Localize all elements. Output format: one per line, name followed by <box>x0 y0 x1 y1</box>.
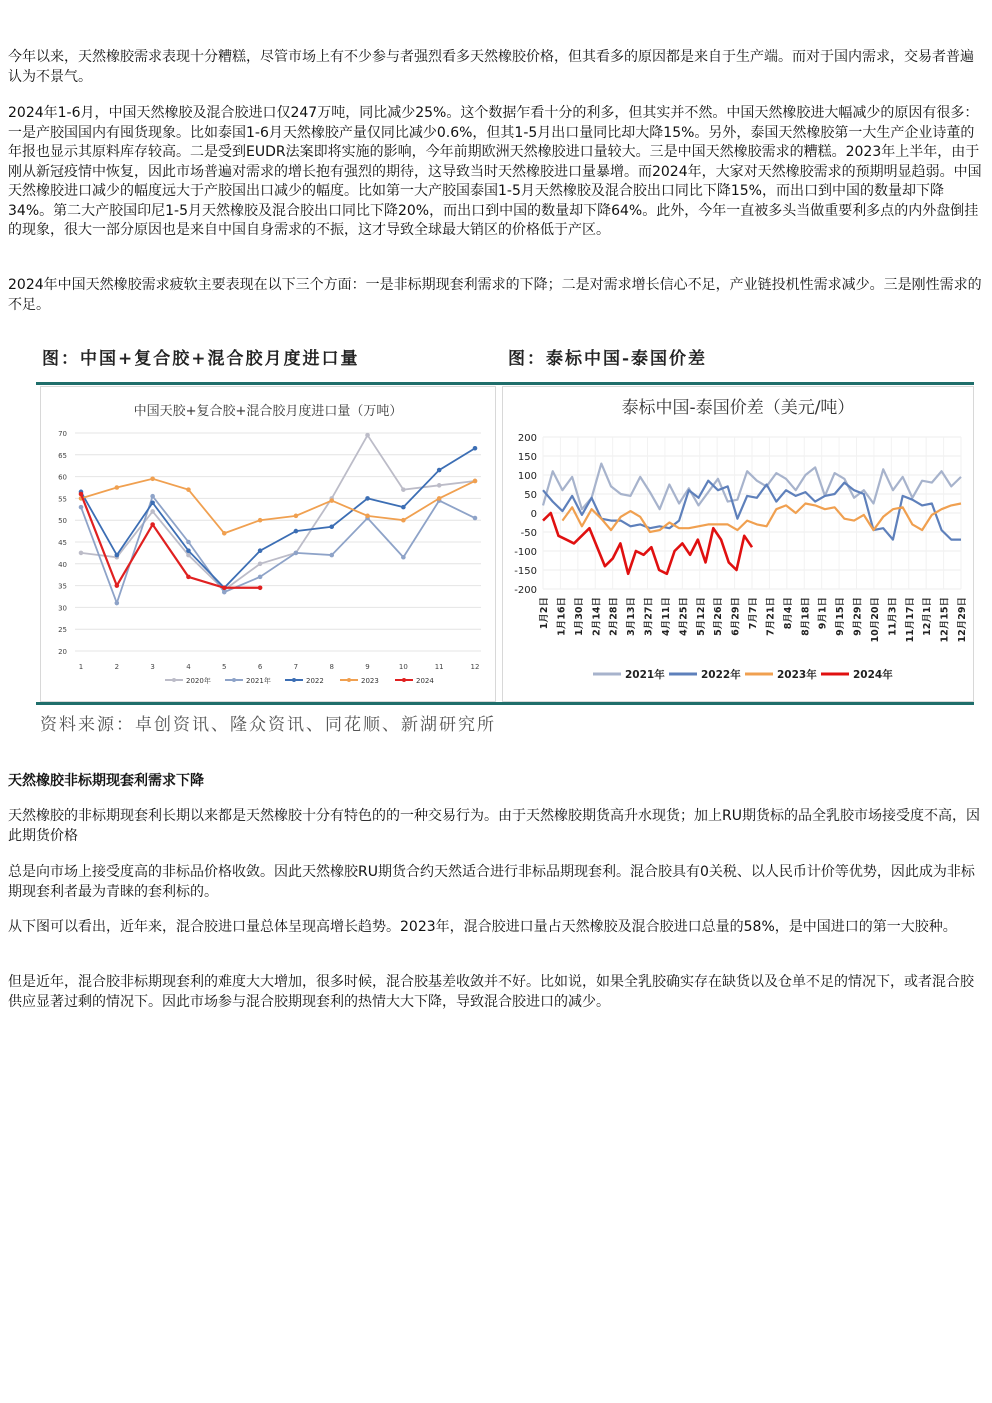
data-point <box>150 476 155 481</box>
x-tick-label: 8月4日 <box>782 597 794 630</box>
left-figure-caption: 图：中国+复合胶+混合胶月度进口量 <box>42 349 360 369</box>
data-point <box>437 483 442 488</box>
y-tick-label: 70 <box>58 430 67 438</box>
x-tick-label: 11月3日 <box>887 597 899 636</box>
import-volume-chart <box>41 387 495 701</box>
figure-source: 资料来源：卓创资讯、隆众资讯、同花顺、新湖研究所 <box>40 715 496 735</box>
data-point <box>258 585 263 590</box>
data-point <box>365 496 370 501</box>
x-tick-label: 12月15日 <box>939 597 951 643</box>
import-data-paragraph: 2024年1-6月，中国天然橡胶及混合胶进口仅247万吨，同比减少25%。这个数据乍看十分的利多，但其实并不然。中国天然橡胶进大幅减少的原因有很多：一是产胶国国内有囤货现象。比如泰国1-6月天然橡胶产量仅同比减少0.6%，但其1-5月出口量同比却大降15%。另外，泰国天然橡胶第一大生产企业诗董的年报也显示其原料库存较高。二是受到EUDR法案即将实施的影响，今年前期欧洲天然橡胶进口量较大。三是中国天然橡胶需求的糟糕。2023年上半年，由于刚从新冠疫情中恢复，因此市场普遍对需求的增长抱有强烈的期待，这导致当时天然橡胶进口量暴增。而2024年，大家对天然橡胶需求的预期明显趋弱。中国天然橡胶进口减少的幅度远大于产胶国出口减少的幅度。比如第一大产胶国泰国1-5月天然橡胶及混合胶出口同比下降15%，而出口到中国的数量却下降34%。第二大产胶国印尼1-5月天然橡胶及混合胶出口同比下降20%，而出口到中国的数量却下降64%。此外，今年一直被多头当做重要利多点的内外盘倒挂的现象，很大一部分原因也是来自中国自身需求的不振，这才导致全球最大销区的价格低于产区。 <box>8 105 982 238</box>
legend-marker <box>292 678 296 682</box>
data-point <box>329 524 334 529</box>
x-tick-label: 2月28日 <box>608 597 620 636</box>
y-tick-label: 100 <box>517 471 537 482</box>
y-tick-label: 50 <box>524 490 537 501</box>
y-tick-label: 45 <box>58 539 67 547</box>
x-tick-label: 9月1日 <box>817 597 829 630</box>
data-point <box>79 505 84 510</box>
y-tick-label: 50 <box>58 517 67 526</box>
data-point <box>186 540 191 545</box>
y-tick-label: -200 <box>514 585 537 596</box>
legend-label: 2023 <box>361 677 379 685</box>
y-tick-label: 55 <box>58 495 67 504</box>
data-point <box>258 518 263 523</box>
data-point <box>258 575 263 580</box>
series-line <box>562 504 961 533</box>
figure-top-rule <box>36 382 974 385</box>
legend-label: 2020年 <box>186 677 211 685</box>
data-point <box>186 548 191 553</box>
data-point <box>150 500 155 505</box>
data-point <box>222 531 227 536</box>
data-point <box>79 492 84 497</box>
data-point <box>258 562 263 567</box>
x-tick-label: 7 <box>293 663 299 671</box>
y-tick-label: 20 <box>58 648 67 656</box>
data-point <box>401 487 406 492</box>
x-tick-label: 6 <box>257 663 263 671</box>
data-point <box>294 551 299 556</box>
legend-label: 2021年 <box>625 669 665 681</box>
x-tick-label: 5月26日 <box>713 597 725 636</box>
x-tick-label: 8月18日 <box>800 597 812 636</box>
y-tick-label: -100 <box>514 547 537 558</box>
data-point <box>437 468 442 473</box>
x-tick-label: 7月21日 <box>765 597 777 636</box>
y-tick-label: 40 <box>58 560 67 569</box>
legend-label: 2021年 <box>246 677 271 685</box>
data-point <box>115 485 120 490</box>
x-tick-label: 6月29日 <box>730 597 742 636</box>
x-tick-label: 4 <box>186 663 191 671</box>
data-point <box>115 583 120 588</box>
y-tick-label: 65 <box>58 451 67 460</box>
demand-weakness-paragraph: 2024年中国天然橡胶需求疲软主要表现在以下三个方面：一是非标期现套利需求的下降；二是对需求增长信心不足，产业链投机性需求减少。三是刚性需求的不足。 <box>8 277 982 313</box>
data-point <box>365 514 370 519</box>
data-point <box>329 498 334 503</box>
x-tick-label: 1月30日 <box>573 597 585 636</box>
x-tick-label: 9 <box>365 663 370 671</box>
legend-label: 2022 <box>306 677 324 685</box>
data-point <box>437 496 442 501</box>
legend-label: 2024年 <box>853 669 893 681</box>
x-tick-label: 12月1日 <box>922 597 934 636</box>
x-tick-label: 4月25日 <box>678 597 690 636</box>
data-point <box>294 529 299 534</box>
data-point <box>150 494 155 499</box>
right-figure-caption: 图：泰标中国-泰国价差 <box>508 349 708 369</box>
y-tick-label: 30 <box>58 604 67 613</box>
x-tick-label: 10月20日 <box>869 597 881 643</box>
series-line <box>81 479 475 534</box>
x-tick-label: 1月2日 <box>539 597 550 630</box>
arbitrage-difficulty-paragraph: 但是近年，混合胶非标期现套利的难度大大增加，很多时候，混合胶基差收敛并不好。比如说，如果全乳胶确实存在缺货以及仓单不足的情况下，或者混合胶供应显著过剩的情况下。因此市场参与混合胶期现套利的热情大大下降，导致混合胶进口的减少。 <box>8 974 974 1010</box>
y-tick-label: -150 <box>514 566 537 577</box>
data-point <box>365 433 370 438</box>
legend-label: 2022年 <box>701 669 741 681</box>
data-point <box>79 551 84 556</box>
y-tick-label: 200 <box>517 433 537 444</box>
y-tick-label: 25 <box>58 626 67 635</box>
legend-marker <box>402 678 406 682</box>
y-tick-label: 150 <box>517 452 537 463</box>
x-tick-label: 9月29日 <box>852 597 864 636</box>
x-tick-label: 12月29日 <box>957 597 968 643</box>
data-point <box>150 522 155 527</box>
x-tick-label: 2 <box>114 663 120 671</box>
x-tick-label: 3 <box>150 663 155 671</box>
y-tick-label: 60 <box>58 473 67 482</box>
x-tick-label: 7月7日 <box>748 597 759 630</box>
x-tick-label: 11月17日 <box>904 597 916 643</box>
intro-paragraph: 今年以来，天然橡胶需求表现十分糟糕，尽管市场上有不少参与者强烈看多天然橡胶价格，但其看多的原因都是来自于生产端。而对于国内需求，交易者普遍认为不景气。 <box>8 49 974 85</box>
x-tick-label: 1月16日 <box>556 597 568 636</box>
data-point <box>186 575 191 580</box>
data-point <box>150 509 155 514</box>
data-point <box>258 548 263 553</box>
data-point <box>473 479 478 484</box>
data-point <box>115 553 120 558</box>
y-tick-label: -50 <box>520 528 537 539</box>
mixed-rubber-paragraph: 从下图可以看出，近年来，混合胶进口量总体呈现高增长趋势。2023年，混合胶进口量占天然橡胶及混合胶进口总量的58%，是中国进口的第一大胶种。 <box>8 919 957 935</box>
data-point <box>329 553 334 558</box>
data-point <box>222 590 227 595</box>
data-point <box>294 514 299 519</box>
x-tick-label: 1 <box>78 663 84 671</box>
legend-marker <box>232 678 236 682</box>
x-tick-label: 8 <box>329 663 334 671</box>
chart-title: 中国天胶+复合胶+混合胶月度进口量（万吨） <box>133 404 403 419</box>
y-tick-label: 35 <box>58 582 67 591</box>
x-tick-label: 3月27日 <box>643 597 655 636</box>
data-point <box>473 516 478 521</box>
x-tick-label: 5 <box>222 663 227 671</box>
data-point <box>186 487 191 492</box>
chart-title: 泰标中国-泰国价差（美元/吨） <box>621 398 855 418</box>
price-spread-chart-panel <box>502 386 974 702</box>
figure <box>30 338 978 738</box>
legend-label: 2023年 <box>777 669 817 681</box>
figure-bottom-rule <box>36 702 974 705</box>
data-point <box>222 585 227 590</box>
y-tick-label: 0 <box>530 509 537 520</box>
x-tick-label: 12 <box>470 663 480 671</box>
legend-marker <box>172 678 176 682</box>
x-tick-label: 11 <box>434 663 444 671</box>
x-tick-label: 5月12日 <box>695 597 707 636</box>
x-tick-label: 2月14日 <box>591 597 603 636</box>
x-tick-label: 10 <box>398 663 408 671</box>
data-point <box>473 446 478 451</box>
price-spread-chart <box>503 387 973 701</box>
data-point <box>401 518 406 523</box>
data-point <box>401 555 406 560</box>
x-tick-label: 4月11日 <box>660 597 672 636</box>
import-volume-chart-panel <box>40 386 496 702</box>
x-tick-label: 9月15日 <box>835 597 847 636</box>
legend-marker <box>347 678 351 682</box>
data-point <box>115 601 120 606</box>
x-tick-label: 3月13日 <box>626 597 638 636</box>
data-point <box>401 505 406 510</box>
legend-label: 2024 <box>416 677 434 685</box>
section-heading: 天然橡胶非标期现套利需求下降 <box>8 773 204 789</box>
arbitrage-paragraph-1: 天然橡胶的非标期现套利长期以来都是天然橡胶十分有特色的的一种交易行为。由于天然橡胶期货高升水现货；加上RU期货标的品全乳胶市场接受度不高，因此期货价格 <box>8 808 980 844</box>
arbitrage-paragraph-2: 总是向市场上接受度高的非标品价格收敛。因此天然橡胶RU期货合约天然适合进行非标品期现套利。混合胶具有0关税、以人民币计价等优势，因此成为非标期现套利者最为青睐的套利标的。 <box>8 864 975 900</box>
